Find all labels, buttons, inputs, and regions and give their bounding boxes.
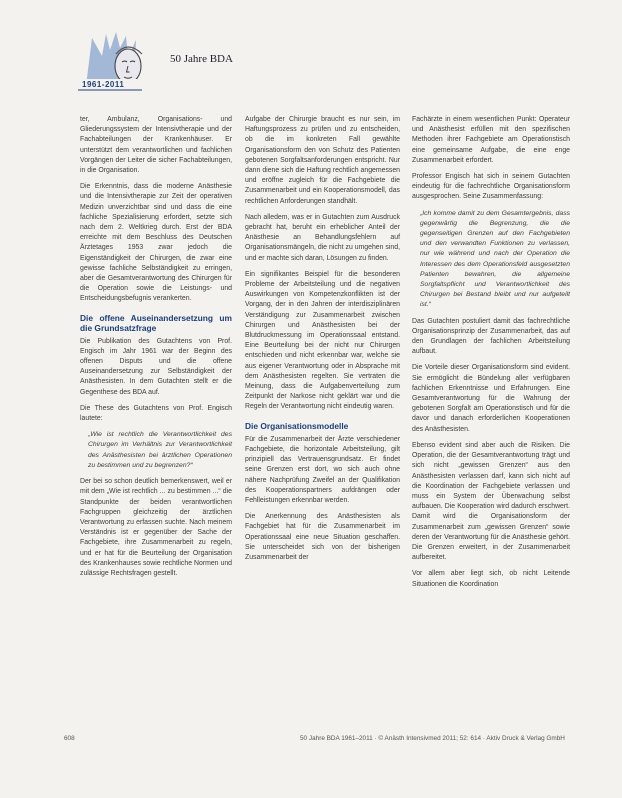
paragraph: Nach alledem, was er in Gutachten zum Ausdruck gebracht hat, beruht ein erheblicher Anteil der Anästhesie an Behandlungsfehlern auf Organisationsmängeln, die nicht zu umgehen sind, und er machte sich daran, Lösungen zu finden.: [245, 213, 400, 262]
quotation: „Wie ist rechtlich die Verantwortlichkeit des Chirurgen im Verhältnis zur Verantwortlichkeit des Anästhesisten bei ärztlichen Operationen zu bestimmen und zu begrenzen?“: [88, 431, 232, 469]
paragraph: Ein signifikantes Beispiel für die besonderen Probleme der Arbeitsteilung und die negativen Auswirkungen von Kompetenzkonflikten ist der Vorgang, der in den Jahren der interdisziplinären Verständigung zur Zusammenarbeit zwischen Chirurgen und Anästhesisten bei der Blutdruckmessung im Operationssaal entstand. Eine Beurteilung bei der nicht nur Chirurgen entschieden und nicht erkennbar war, welche sie aus eigener Verantwortung oder in Absprache mit dem Anästhesisten regelten. Sie vertraten die Meinung, dass die Aufgabenverteilung zum Zeitpunkt der Narkose nicht geklärt war und die Regeln der Verantwortung nicht eindeutig waren.: [245, 270, 400, 411]
paragraph: Vor allem aber liegt sich, ob nicht Leitende Situationen die Koordination: [412, 570, 570, 588]
footer-citation: 50 Jahre BDA 1961–2011 · © Anästh Intensivmed 2011; 52: 614 · Aktiv Druck & Verlag GmbH: [300, 735, 565, 742]
text-column-2: [245, 115, 400, 569]
paragraph: Professor Engisch hat sich in seinem Gutachten eindeutig für die fachrechtliche Organisationsform ausgesprochen. Seine Zusammenfassung:: [412, 173, 570, 201]
paragraph: Fachärzte in einem wesentlichen Punkt: Operateur und Anästhesist erfüllen mit den spezifischen Methoden ihrer Fachgebiete am Operationstisch eine gemeinsame Aufgabe, die eine enge Zusammenarbeit erfordert.: [412, 116, 570, 164]
section-heading: Die Organisationsmodelle: [245, 420, 349, 431]
logo-years: 1961-2011: [82, 80, 125, 89]
paragraph: Die Erkenntnis, dass die moderne Anästhesie und die Intensivtherapie zur Zeit der operativen Medizin unverzichtbar sind und dass die eine fachliche Spezialisierung erfordert, setzte sich nach dem 2. Weltkrieg durch. Erst der BDA erreichte mit dem Beschluss des Deutschen Ärztetages 1953 zwar jedoch die Eigenständigkeit der Chirurgen, die zwar eine gewisse fachliche Selbständigkeit zu erringen, aber die Gesamtverantwortung des Chirurgen für die Operation sowie die Leistungs- und Entscheidungsbefugnis verankerten.: [80, 183, 232, 303]
anniversary-title: 50 Jahre BDA: [170, 53, 233, 65]
paragraph: Die These des Gutachtens von Prof. Engisch lautete:: [80, 404, 232, 423]
paragraph: Das Gutachten postuliert damit das fachrechtliche Organisationsprinzip der Zusammenarbeit, das auf den Grundlagen der fachlichen Arbeitsteilung aufbaut.: [412, 317, 570, 356]
text-column-3: [412, 115, 570, 596]
paragraph: ter, Ambulanz, Organisations- und Gliederungssystem der Intensivtherapie und der Fachabteilungen der Krankenhäuser. Er unterstützt dem verantwortlichen und fachlichen Vorgängen der Leiter die sicher Fachabteilungen, in die Organisation.: [80, 116, 232, 175]
paragraph: Die Vorteile dieser Organisationsform sind evident. Sie ermöglicht die Bündelung aller verfügbaren fachlichen Erkenntnisse und Erfahrungen. Eine Gesamtverantwortung für die Wahrung der gebotenen Sorgfalt am Operationstisch und für die davor und danach erforderlichen Kooperationen des Anästhesisten.: [412, 364, 570, 433]
quotation: „Ich komme damit zu dem Gesamtergebnis, dass gegenwärtig die Begrenzung, die die gegenseitigen Grenzen auf den Fachgebieten und den verwandten Funktionen zu verlassen, nur wie während und nach der Operation die Interessen des dem Operationsfeld ausgesetzten Patienten bewahren, die allgemeine Sorgfaltspflicht und Verantwortlichkeit des Chirurgen bei Bestand bleibt und nur aufgeteilt ist.“: [420, 209, 570, 309]
page-number: 608: [64, 735, 75, 742]
paragraph: Aufgabe der Chirurgie braucht es nur sein, im Haftungsprozess zu prüfen und zu entscheiden, ob die im konkreten Fall gewählte Organisationsform den von Schutz des Patienten gebotenen Sorgfaltsanforderungen entspricht. Nur dann diene sich die Haftung rechtlich angemessen und eröffne zugleich für die Fachgebiete die Zusammenarbeit und ein Kooperationsmodell, das rechtlichen Anforderungen standhält.: [245, 116, 400, 205]
paragraph: Für die Zusammenarbeit der Ärzte verschiedener Fachgebiete, die horizontale Arbeitsteilung, gilt prinzipiell das Vertrauensgrundsatz. Er findet seine Grenzen erst dort, wo sich auch ohne nähere Nachprüfung Zweifel an der Qualifikation des Kooperationspartners aufdrängen oder Fehlleistungen erkennbar werden.: [245, 435, 400, 504]
paragraph: Die Anerkennung des Anästhesisten als Fachgebiet hat für die Zusammenarbeit im Operationssaal eine neue Situation geschaffen. Sie unterscheidet sich von der bisherigen Zusammenarbeit der: [245, 513, 400, 561]
paragraph: Der bei so schon deutlich bemerkenswert, weil er mit dem „Wie ist rechtlich ... zu bestimmen ...“ die Standpunkte der beiden verantwortlichen Fachgruppen gleichzeitig der ärztlichen Verantwortung zu erfassen suchte. Nach meinem Verständnis ist er gegenüber der Sache der Fachgebiete, ihre Zusammenarbeit zu regeln, und er hat für die Beurteilung der Organisation des Krankenhauses sowie rechtliche Normen und zulässige Rechtsfragen gestellt.: [80, 478, 232, 577]
section-heading: Die offene Auseinandersetzung um die Grundsatzfrage: [80, 312, 232, 333]
paragraph: Ebenso evident sind aber auch die Risiken. Die Operation, die der Gesamtverantwortung trägt und sich nicht „gewissen Grenzen“ aus den Anästhesisten verlassen darf, kann sich nicht auf die Koordination der Fachgebiete verlassen und muss ein System der Überwachung selbst aufbauen. Die Kooperation wird dadurch erschwert. Damit wird die Organisationsform der Zusammenarbeit zum „gewissen Grenzen“ sowie deren der Verantwortung für die Anästhesie gehört. Die Grenzen erweitert, in der Zusammenarbeit aufbereitet.: [412, 441, 570, 562]
paragraph: Die Publikation des Gutachtens von Prof. Engisch im Jahr 1961 war der Beginn des offenen Disputs und die offene Auseinandersetzung zur Selbständigkeit der Anästhesisten. In dem Gutachten stellt er die Gegenthese des BDA auf.: [80, 337, 232, 396]
text-column-1: [80, 115, 232, 585]
